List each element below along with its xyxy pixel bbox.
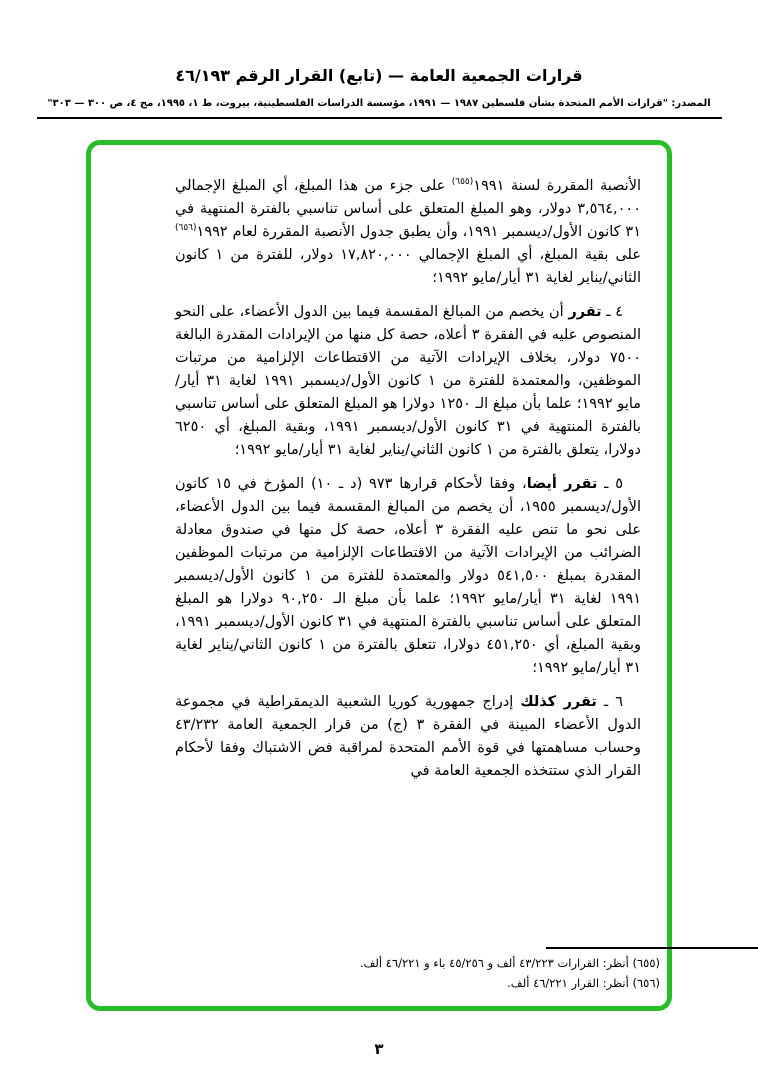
paragraph-continuation <box>175 175 641 290</box>
header-rule <box>37 117 722 119</box>
paragraph-number: ٤ ـ <box>601 304 624 320</box>
green-border-frame <box>86 140 672 1011</box>
resolution-text <box>91 145 667 783</box>
paragraph-5 <box>175 473 641 680</box>
footnote-ref-656: (٦٥٦) <box>175 223 197 234</box>
footnote-655: (٦٥٥) أنظر: القرارات ٤٣/٢٢٣ ألف و ٤٥/٢٥٦ باء و ٤٦/٢٢١ ألف. <box>359 956 660 970</box>
footnote-656: (٦٥٦) أنظر: القرار ٤٦/٢٢١ ألف. <box>507 976 660 990</box>
paragraph-number: ٦ ـ <box>596 694 623 710</box>
paragraph-text: ، وفقا لأحكام قرارها ٩٧٣ (د ـ ١٠) المؤرخ في ١٥ كانون الأول/ديسمبر ١٩٥٥، أن يخصم من المبالغ المقسمة فيما بين الدول الأعضاء، على نحو ما تنص عليه الفقرة ٣ أعلاه، حصة كل منها في صندوق معادلة الضرائب من الإيرادات الآتية من الاقتطاعات الإلزامية من مرتبات الموظفين المقدرة بمبلغ ٥٤١,٥٠٠ دولار والمعتمدة للفترة من ١ كانون الأول/ديسمبر ١٩٩١ لغاية ٣١ أيار/مايو ١٩٩٢؛ علما بأن مبلغ الـ ٩٠,٢٥٠ دولارا هو المبلغ المتعلق على أساس تناسبي بالفترة المنتهية في ٣١ كانون الأول/ديسمبر ١٩٩١، وبقية المبلغ، أي ٤٥١,٢٥٠ دولارا، تتعلق بالفترة من ١ كانون الثاني/يناير لغاية ٣١ أيار/مايو ١٩٩٢؛ <box>175 476 642 676</box>
paragraph-text: أن يخصم من المبالغ المقسمة فيما بين الدول الأعضاء، على النحو المنصوص عليه في الفقرة ٣ أعلاه، حصة كل منها من الإيرادات المقدرة البالغة ٧٥٠٠ دولار، بخلاف الإيرادات الآتية من الاقتطاعات الإلزامية من مرتبات الموظفين، والمعتمدة للفترة من ١ كانون الأول/ديسمبر ١٩٩١ لغاية ٣١ أيار/مايو ١٩٩٢؛ علما بأن مبلغ الـ ١٢٥٠ دولارا هو المبلغ المتعلق على أساس تناسبي بالفترة المنتهية في ٣١ كانون الأول/ديسمبر ١٩٩١، وبقية المبلغ، أي ٦٢٥٠ دولارا، يتعلق بالفترة من ١ كانون الثاني/يناير لغاية ٣١ أيار/مايو ١٩٩٢؛ <box>175 304 642 458</box>
paragraph-number: ٥ ـ <box>597 476 624 492</box>
source-line: المصدر: "قرارات الأمم المتحدة بشأن فلسطين ١٩٨٧ — ١٩٩١، مؤسسة الدراسات الفلسطينية، بيروت، ط ١، ١٩٩٥، مج ٤، ص ٣٠٠ — ٣٠٣" <box>47 98 711 109</box>
footnote-separator <box>546 947 758 949</box>
page-title: قرارات الجمعية العامة — (تابع) القرار الرقم ٤٦/١٩٣ <box>175 66 583 85</box>
operative-verb: تقرر كذلك <box>520 694 597 710</box>
paragraph-text: إدراج جمهورية كوريا الشعبية الديمقراطية في مجموعة الدول الأعضاء المبينة في الفقرة ٣ (ج) من قرار الجمعية العامة ٤٣/٢٣٢ وحساب مساهمتها في قوة الأمم المتحدة لمراقبة فض الاشتباك وفقا لأحكام القرار الذي ستتخذه الجمعية العامة في <box>175 694 641 779</box>
paragraph-text: الأنصبة المقررة لسنة ١٩٩١ <box>473 178 641 194</box>
paragraph-text: على جزء من هذا المبلغ، أي المبلغ الإجمالي ٣,٥٦٤,٠٠٠ دولار، وهو المبلغ المتعلق على أساس تناسبي بالفترة المنتهية في ٣١ كانون الأول/ديسمبر ١٩٩١، وأن يطبق جدول الأنصبة المقررة لعام ١٩٩٢ <box>175 178 641 240</box>
paragraph-text: على بقية المبلغ، أي المبلغ الإجمالي ١٧,٨٢٠,٠٠٠ دولار، للفترة من ١ كانون الثاني/يناير لغاية ٣١ أيار/مايو ١٩٩٢؛ <box>175 247 642 286</box>
operative-verb: تقرر <box>568 304 602 320</box>
paragraph-6 <box>175 691 641 783</box>
footnotes <box>188 954 660 994</box>
paragraph-4 <box>175 301 641 462</box>
page-number: ٣ <box>374 1040 384 1058</box>
footnote-ref-655: (٦٥٥) <box>451 177 474 188</box>
operative-verb: تقرر أيضا <box>526 476 598 492</box>
